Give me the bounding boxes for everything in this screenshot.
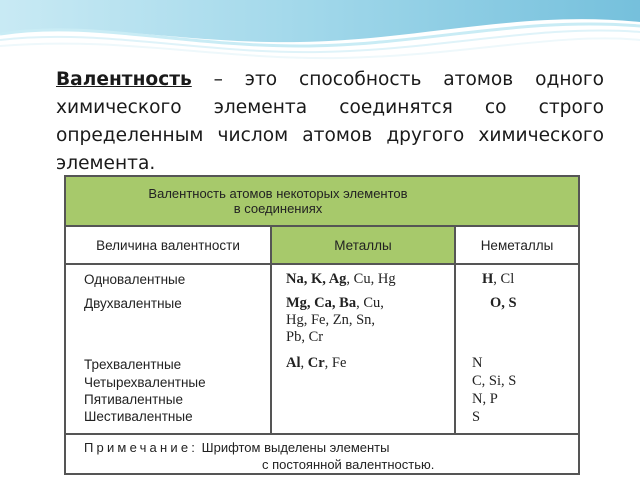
- table-title-line2: в соединениях: [233, 201, 323, 216]
- row-label-penta: Пятивалентные: [84, 392, 183, 407]
- metals-tri-variable: , Fe: [324, 355, 347, 371]
- note-prefix: Примечание:: [84, 440, 199, 455]
- metals-column: [272, 265, 456, 433]
- nonmetals-tetra: C, Si, S: [472, 373, 517, 389]
- valence-table: [64, 175, 580, 475]
- row-label-di: Двухвалентные: [84, 296, 182, 311]
- header-valence: Величина валентности: [66, 227, 272, 265]
- metals-di-line2: Hg, Fe, Zn, Sn,: [286, 312, 376, 328]
- metals-tri-constant-cr: Cr: [307, 355, 325, 371]
- row-label-hexa: Шестивалентные: [84, 409, 193, 424]
- table-title-line1: Валентность атомов некоторых элементов: [148, 186, 408, 201]
- header-metals: Металлы: [272, 227, 456, 265]
- nonmetals-penta: N, P: [472, 391, 498, 407]
- metals-di-variable: , Cu,: [356, 295, 384, 311]
- metals-mono: [286, 271, 446, 288]
- metals-tri-constant-al: Al: [286, 355, 301, 371]
- metals-tri-separator: ,: [300, 355, 308, 371]
- metals-tri: [286, 355, 446, 372]
- nonmetals-mono: [482, 271, 514, 288]
- metals-di: [286, 295, 446, 346]
- nonmetals-column: [456, 265, 578, 433]
- note-text-line1: Шрифтом выделены элементы: [198, 440, 390, 455]
- metals-mono-constant: Na, K, Ag: [286, 271, 347, 287]
- nonmetals-mono-variable: , Cl: [493, 271, 515, 287]
- row-label-tri: Трехвалентные: [84, 357, 182, 372]
- note-line2: с постоянной валентностью.: [262, 457, 435, 472]
- nonmetals-hexa: S: [472, 409, 481, 425]
- row-label-tetra: Четырехвалентные: [84, 375, 206, 390]
- table-title: [148, 186, 408, 216]
- note-line1: [84, 440, 389, 455]
- metals-di-constant: Mg, Ca, Ba: [286, 295, 357, 311]
- nonmetals-di-variable: , S: [501, 295, 517, 311]
- nonmetals-tri: N: [472, 355, 483, 371]
- row-label-mono: Одновалентные: [84, 272, 186, 287]
- metals-mono-variable: , Cu, Hg: [346, 271, 396, 287]
- nonmetals-mono-constant: H: [482, 271, 494, 287]
- header-nonmetals: Неметаллы: [456, 227, 578, 265]
- valence-definition: [56, 66, 604, 178]
- table-title-row: [66, 177, 578, 227]
- nonmetals-di: [490, 295, 517, 312]
- definition-text: – это способность атомов одного химического элемента соединятся со строго определенным числом атомов другого химического элемента.: [56, 69, 604, 174]
- valence-term: Валентность: [56, 69, 192, 90]
- metals-di-line3: Pb, Cr: [286, 329, 324, 345]
- nonmetals-di-constant: O: [490, 295, 502, 311]
- valence-column: [66, 265, 272, 433]
- table-note: [66, 433, 578, 473]
